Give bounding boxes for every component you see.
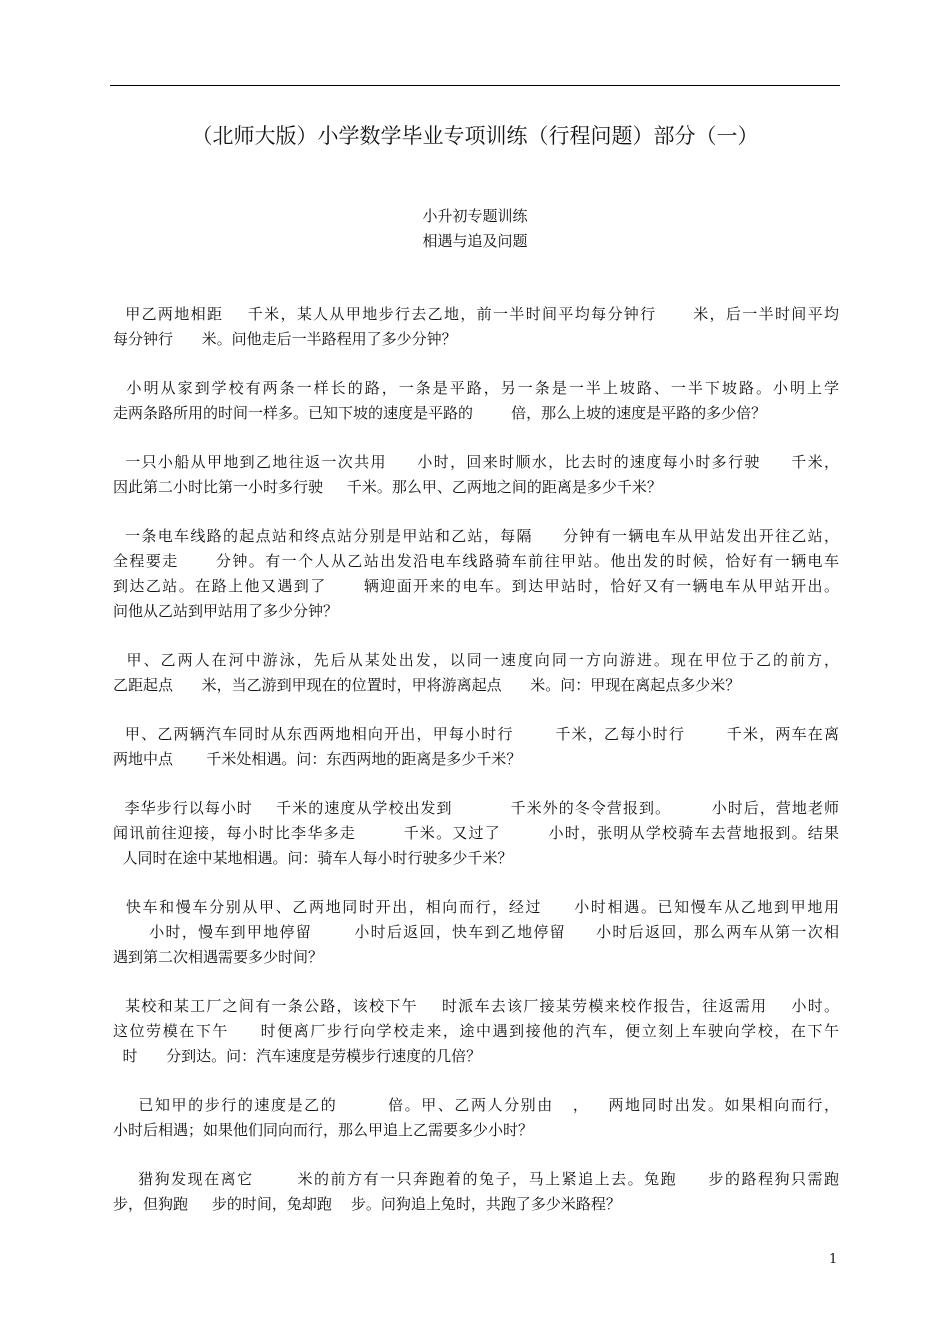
subtitle-topic: 小升初专题训练 <box>422 207 528 225</box>
problem-spacer <box>113 871 839 895</box>
problem-line: 乙距起点 米，当乙游到甲现在的位置时，甲将游离起点 米。问：甲现在离起点多少米？ <box>113 676 741 694</box>
problem-line: 甲、乙两辆汽车同时从东西两地相向开出，甲每小时行 千米，乙每小时行 千米，两车在离 <box>113 725 839 743</box>
problem-line: 时 分到达。问：汽车速度是劳模步行速度的几倍？ <box>113 1047 482 1065</box>
problem-7 <box>113 796 839 871</box>
problem-spacer <box>113 500 839 524</box>
problem-line: 因此第二小时比第一小时多行驶 千米。那么甲、乙两地之间的距离是多少千米？ <box>113 478 662 496</box>
problem-spacer <box>113 624 839 648</box>
problem-line: 李华步行以每小时 千米的速度从学校出发到 千米外的冬令营报到。 小时后，营地老师 <box>113 799 839 817</box>
problem-line: 甲乙两地相距 千米，某人从甲地步行去乙地，前一半时间平均每分钟行 米，后一半时间平均 <box>113 305 839 323</box>
page-number: 1 <box>829 1252 838 1267</box>
problem-spacer <box>113 970 839 994</box>
problem-spacer <box>113 426 839 450</box>
problem-8 <box>113 895 839 970</box>
problem-line: 小明从家到学校有两条一样长的路，一条是平路，另一条是一半上坡路、一半下坡路。小明上学 <box>113 379 839 397</box>
problem-line: 已知甲的步行的速度是乙的 倍。甲、乙两人分别由 ， 两地同时出发。如果相向而行， <box>113 1096 839 1114</box>
problem-spacer <box>113 1143 839 1167</box>
problem-line: 步，但狗跑 步的时间，兔却跑 步。问狗追上兔时，共跑了多少米路程？ <box>113 1195 621 1213</box>
problem-line: 快车和慢车分别从甲、乙两地同时开出，相向而行，经过 小时相遇。已知慢车从乙地到甲地用 <box>113 898 839 916</box>
problem-2 <box>113 376 839 426</box>
problem-line: 小时，慢车到甲地停留 小时后返回，快车到乙地停留 小时后返回，那么两车从第一次相 <box>113 923 839 941</box>
problem-9 <box>113 994 839 1069</box>
problem-10 <box>113 1093 839 1143</box>
problem-line: 每分钟行 米。问他走后一半路程用了多少分钟？ <box>113 330 457 348</box>
problem-spacer <box>113 698 839 722</box>
problem-spacer <box>113 352 839 376</box>
problem-line: 全程要走 分钟。有一个人从乙站出发沿电车线路骑车前往甲站。他出发的时候，恰好有一辆电车 <box>113 552 839 570</box>
header-rule <box>110 85 840 86</box>
problem-line: 小时后相遇；如果他们同向而行，那么甲追上乙需要多少小时？ <box>113 1121 534 1139</box>
problem-line: 甲、乙两人在河中游泳，先后从某处出发，以同一速度向同一方向游进。现在甲位于乙的前方， <box>113 651 839 669</box>
problem-line: 猎狗发现在离它 米的前方有一只奔跑着的兔子，马上紧追上去。兔跑 步的路程狗只需跑 <box>113 1170 839 1188</box>
problem-line: 人同时在途中某地相遇。问：骑车人每小时行驶多少千米？ <box>113 849 513 867</box>
problem-line: 两地中点 千米处相遇。问：东西两地的距离是多少千米？ <box>113 750 522 768</box>
problem-line: 这位劳模在下午 时便离厂步行向学校走来，途中遇到接他的汽车，便立刻上车驶向学校，在下午 <box>113 1022 839 1040</box>
problem-line: 一只小船从甲地到乙地往返一次共用 小时，回来时顺水，比去时的速度每小时多行驶 千米， <box>113 453 839 471</box>
problem-line: 一条电车线路的起点站和终点站分别是甲站和乙站，每隔 分钟有一辆电车从甲站发出开往乙站， <box>113 527 839 545</box>
problem-line: 走两条路所用的时间一样多。已知下坡的速度是平路的 倍，那么上坡的速度是平路的多少倍？ <box>113 404 767 422</box>
problem-line: 到达乙站。在路上他又遇到了 辆迎面开来的电车。到达甲站时，恰好又有一辆电车从甲站开出。 <box>113 577 839 595</box>
problem-6 <box>113 722 839 772</box>
problem-line: 问他从乙站到甲站用了多少分钟？ <box>113 602 339 620</box>
problem-1 <box>113 302 839 352</box>
problem-line: 闻讯前往迎接，每小时比李华多走 千米。又过了 小时，张明从学校骑车去营地报到。结果 <box>113 824 839 842</box>
problem-5 <box>113 648 839 698</box>
problem-spacer <box>113 772 839 796</box>
problem-11 <box>113 1167 839 1217</box>
document-title: （北师大版）小学数学毕业专项训练（行程问题）部分（一） <box>191 124 759 148</box>
problem-line: 遇到第二次相遇需要多少时间？ <box>113 948 324 966</box>
problem-list <box>113 302 839 1217</box>
problem-line: 某校和某工厂之间有一条公路，该校下午 时派车去该厂接某劳模来校作报告，往返需用 小时。 <box>113 997 839 1015</box>
problem-4 <box>113 524 839 624</box>
problem-3 <box>113 450 839 500</box>
subtitle-section: 相遇与追及问题 <box>422 232 528 250</box>
problem-spacer <box>113 1069 839 1093</box>
